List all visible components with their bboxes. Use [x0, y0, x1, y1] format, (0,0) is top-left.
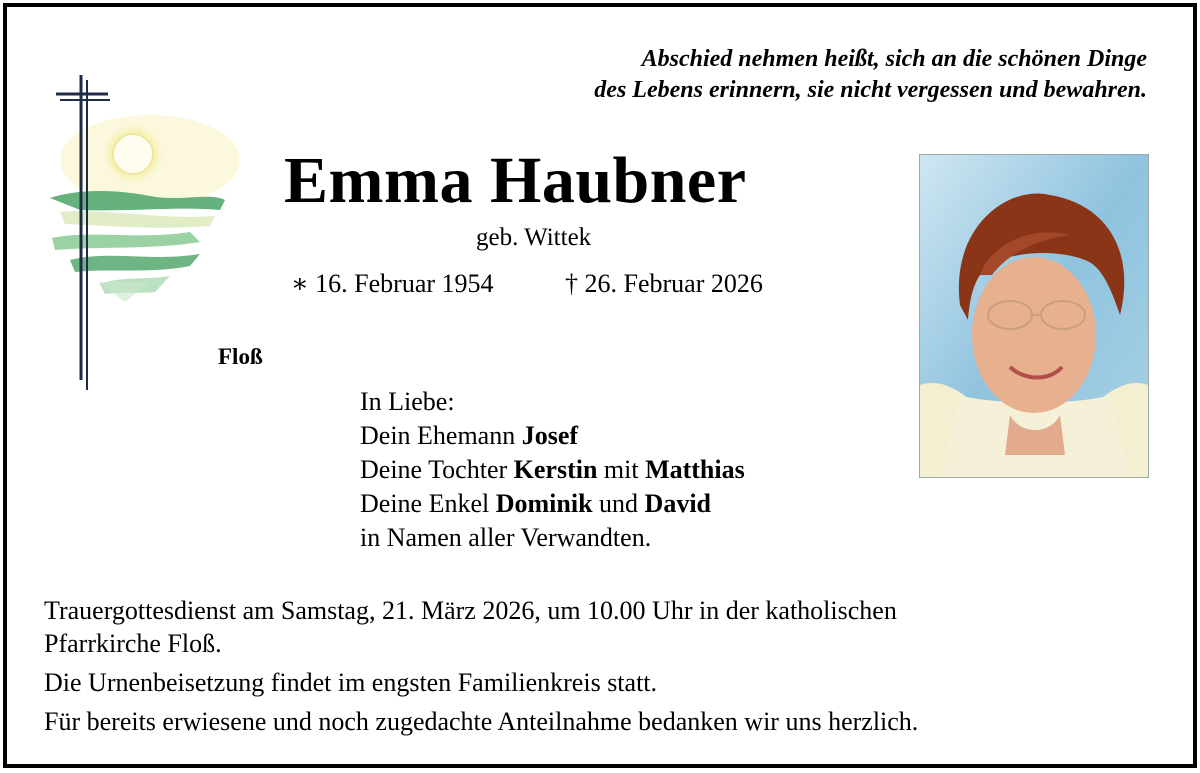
service-notices: [44, 594, 918, 738]
mourners-relatives: in Namen aller Verwandten.: [360, 523, 652, 552]
mourners-block: [360, 385, 745, 555]
motto-line-2: des Lebens erinnern, sie nicht vergessen und bewahren.: [594, 77, 1147, 103]
mourner-grandchildren-label: Deine Enkel: [360, 489, 496, 518]
service-info-line-2: Pfarrkirche Floß.: [44, 629, 222, 658]
motto-line-1: Abschied nehmen heißt, sich an die schönen Dinge: [641, 46, 1147, 72]
mourner-partner-name: Matthias: [645, 455, 745, 484]
mourner-grandchildren: [360, 487, 745, 521]
birth-star-icon: ∗: [291, 269, 309, 298]
life-dates: [291, 267, 763, 301]
mourners-intro: In Liebe:: [360, 387, 455, 416]
residence-place: Floß: [218, 344, 263, 369]
mourner-husband-label: Dein Ehemann: [360, 421, 522, 450]
thanks-note: Für bereits erwiesene und noch zugedachte Anteilnahme bedanken wir uns herzlich.: [44, 707, 919, 736]
mourner-husband-name: Josef: [521, 421, 579, 450]
mourner-daughter: [360, 453, 745, 487]
mourner-daughter-conj: mit: [597, 455, 646, 484]
mourner-husband: [360, 419, 745, 453]
service-info-line-1: Trauergottesdienst am Samstag, 21. März 2026, um 10.00 Uhr in der katholischen: [44, 596, 897, 625]
mourner-grandchild-1: Dominik: [495, 489, 593, 518]
motto-quote: [594, 44, 1147, 106]
mourner-grandchild-2: David: [644, 489, 712, 518]
death-dagger-icon: †: [565, 269, 578, 298]
mourner-daughter-label: Deine Tochter: [360, 455, 514, 484]
mourner-daughter-name: Kerstin: [513, 455, 598, 484]
mourner-grandchildren-conj: und: [592, 489, 645, 518]
portrait-photo-icon: [919, 154, 1149, 478]
birth-date: 16. Februar 1954: [315, 269, 494, 298]
death-date: 26. Februar 2026: [584, 269, 763, 298]
maiden-name: geb. Wittek: [476, 224, 592, 251]
deceased-name: Emma Haubner: [284, 144, 747, 217]
death-date-group: [565, 267, 763, 301]
burial-info: Die Urnenbeisetzung findet im engsten Familienkreis statt.: [44, 668, 658, 697]
